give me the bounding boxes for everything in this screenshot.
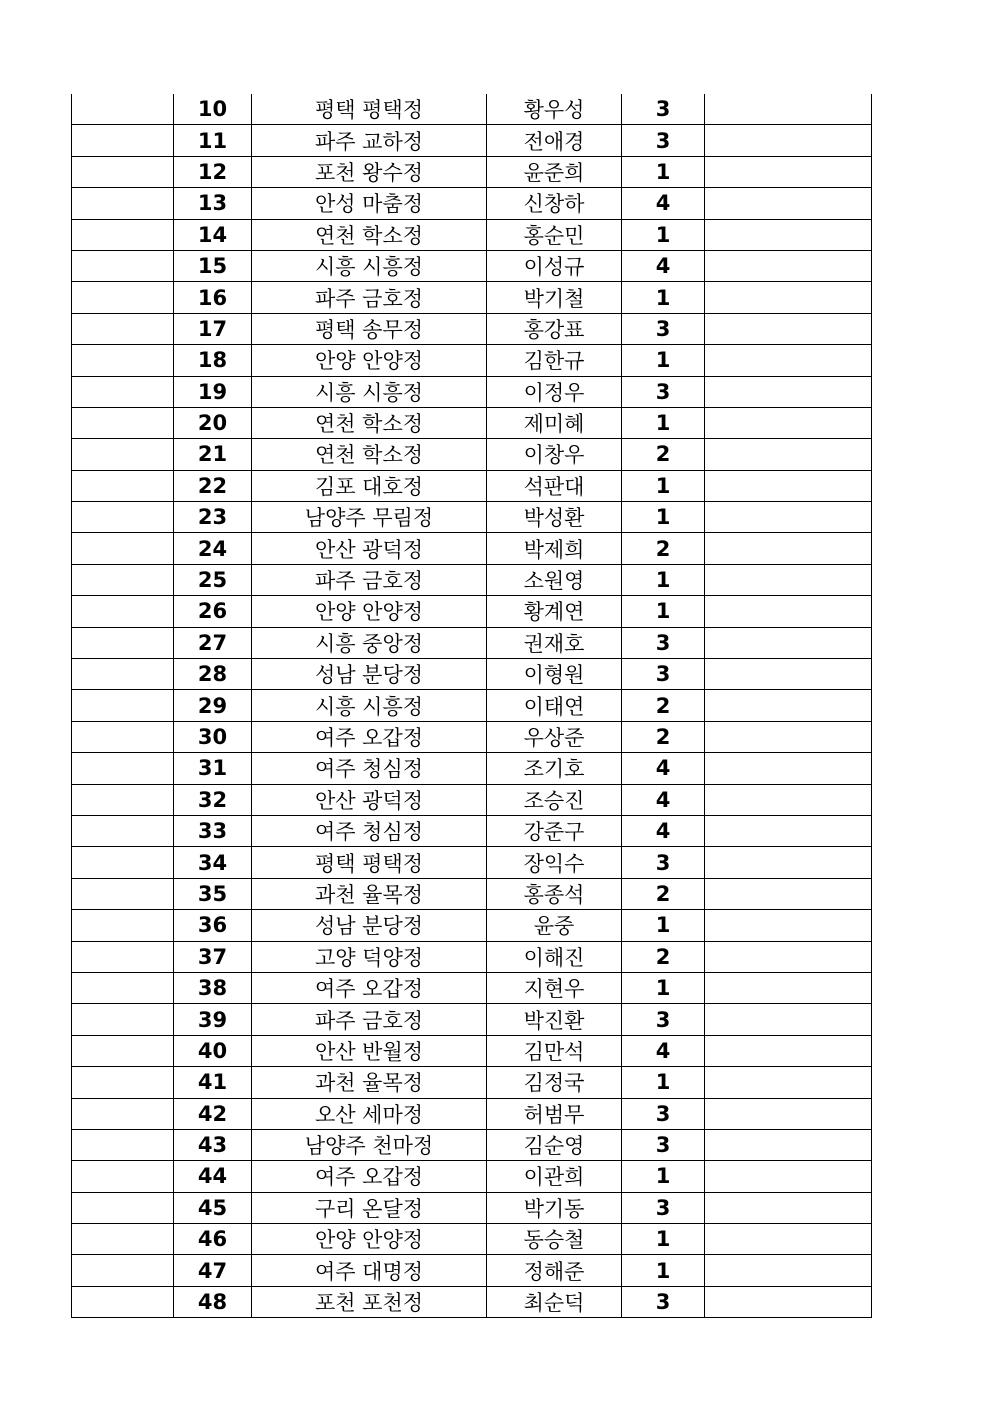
person-name: 이정우	[487, 376, 622, 407]
remarks-cell	[705, 784, 872, 815]
table-row	[72, 219, 872, 250]
score-value: 1	[622, 407, 705, 438]
person-name: 석판대	[487, 470, 622, 501]
table-row	[72, 1286, 872, 1317]
remarks-cell	[705, 1067, 872, 1098]
table-row	[72, 1255, 872, 1286]
person-name: 박성환	[487, 502, 622, 533]
person-name: 김순영	[487, 1129, 622, 1160]
person-name: 동승철	[487, 1224, 622, 1255]
person-name: 소원영	[487, 564, 622, 595]
person-name: 제미혜	[487, 407, 622, 438]
blank-cell	[72, 1286, 174, 1317]
row-number: 18	[174, 345, 252, 376]
score-value: 1	[622, 1224, 705, 1255]
blank-cell	[72, 502, 174, 533]
blank-cell	[72, 125, 174, 156]
remarks-cell	[705, 125, 872, 156]
club-name: 구리 온달정	[252, 1192, 487, 1223]
club-name: 시흥 중앙정	[252, 627, 487, 658]
row-number: 20	[174, 407, 252, 438]
person-name: 김한규	[487, 345, 622, 376]
person-name: 윤준희	[487, 156, 622, 187]
club-name: 여주 오갑정	[252, 1161, 487, 1192]
table-row	[72, 1004, 872, 1035]
club-name: 여주 대명정	[252, 1255, 487, 1286]
table-row	[72, 596, 872, 627]
table-row	[72, 125, 872, 156]
blank-cell	[72, 1035, 174, 1066]
blank-cell	[72, 596, 174, 627]
remarks-cell	[705, 313, 872, 344]
remarks-cell	[705, 282, 872, 313]
remarks-cell	[705, 1129, 872, 1160]
score-value: 4	[622, 784, 705, 815]
club-name: 안산 광덕정	[252, 784, 487, 815]
row-number: 15	[174, 250, 252, 281]
score-value: 1	[622, 1067, 705, 1098]
club-name: 여주 오갑정	[252, 972, 487, 1003]
person-name: 박제희	[487, 533, 622, 564]
club-name: 과천 율목정	[252, 1067, 487, 1098]
club-name: 평택 평택정	[252, 847, 487, 878]
club-name: 성남 분당정	[252, 659, 487, 690]
table-row	[72, 941, 872, 972]
row-number: 30	[174, 721, 252, 752]
blank-cell	[72, 847, 174, 878]
remarks-cell	[705, 533, 872, 564]
person-name: 이해진	[487, 941, 622, 972]
row-number: 14	[174, 219, 252, 250]
score-value: 1	[622, 596, 705, 627]
row-number: 37	[174, 941, 252, 972]
blank-cell	[72, 1129, 174, 1160]
remarks-cell	[705, 470, 872, 501]
blank-cell	[72, 941, 174, 972]
person-name: 정해준	[487, 1255, 622, 1286]
table-row	[72, 721, 872, 752]
score-value: 2	[622, 533, 705, 564]
score-value: 1	[622, 502, 705, 533]
remarks-cell	[705, 219, 872, 250]
score-value: 1	[622, 910, 705, 941]
remarks-cell	[705, 941, 872, 972]
blank-cell	[72, 815, 174, 846]
blank-cell	[72, 753, 174, 784]
score-value: 2	[622, 439, 705, 470]
table-row	[72, 533, 872, 564]
row-number: 38	[174, 972, 252, 1003]
row-number: 11	[174, 125, 252, 156]
score-value: 3	[622, 1098, 705, 1129]
table-row	[72, 470, 872, 501]
remarks-cell	[705, 345, 872, 376]
table-row	[72, 376, 872, 407]
remarks-cell	[705, 1224, 872, 1255]
blank-cell	[72, 1004, 174, 1035]
person-name: 김만석	[487, 1035, 622, 1066]
score-value: 1	[622, 972, 705, 1003]
score-value: 1	[622, 282, 705, 313]
person-name: 최순덕	[487, 1286, 622, 1317]
blank-cell	[72, 313, 174, 344]
club-name: 연천 학소정	[252, 439, 487, 470]
person-name: 이성규	[487, 250, 622, 281]
club-name: 파주 금호정	[252, 564, 487, 595]
table-row	[72, 690, 872, 721]
score-value: 3	[622, 313, 705, 344]
remarks-cell	[705, 407, 872, 438]
person-name: 황우성	[487, 94, 622, 125]
table-row	[72, 753, 872, 784]
person-name: 홍순민	[487, 219, 622, 250]
remarks-cell	[705, 910, 872, 941]
blank-cell	[72, 1192, 174, 1223]
row-number: 44	[174, 1161, 252, 1192]
blank-cell	[72, 94, 174, 125]
table-row	[72, 659, 872, 690]
blank-cell	[72, 1098, 174, 1129]
table-row	[72, 627, 872, 658]
roster-table	[71, 94, 872, 1318]
remarks-cell	[705, 596, 872, 627]
remarks-cell	[705, 847, 872, 878]
score-value: 3	[622, 125, 705, 156]
person-name: 박기동	[487, 1192, 622, 1223]
club-name: 안산 반월정	[252, 1035, 487, 1066]
remarks-cell	[705, 753, 872, 784]
score-value: 2	[622, 721, 705, 752]
club-name: 남양주 무림정	[252, 502, 487, 533]
score-value: 4	[622, 815, 705, 846]
remarks-cell	[705, 659, 872, 690]
table-row	[72, 282, 872, 313]
row-number: 12	[174, 156, 252, 187]
row-number: 39	[174, 1004, 252, 1035]
person-name: 강준구	[487, 815, 622, 846]
score-value: 1	[622, 156, 705, 187]
blank-cell	[72, 1161, 174, 1192]
row-number: 13	[174, 188, 252, 219]
blank-cell	[72, 282, 174, 313]
person-name: 장익수	[487, 847, 622, 878]
row-number: 33	[174, 815, 252, 846]
remarks-cell	[705, 250, 872, 281]
blank-cell	[72, 564, 174, 595]
club-name: 포천 왕수정	[252, 156, 487, 187]
table-row	[72, 188, 872, 219]
club-name: 고양 덕양정	[252, 941, 487, 972]
club-name: 시흥 시흥정	[252, 690, 487, 721]
club-name: 파주 교하정	[252, 125, 487, 156]
club-name: 여주 오갑정	[252, 721, 487, 752]
remarks-cell	[705, 1035, 872, 1066]
table-row	[72, 407, 872, 438]
row-number: 25	[174, 564, 252, 595]
row-number: 28	[174, 659, 252, 690]
table-row	[72, 1067, 872, 1098]
blank-cell	[72, 1067, 174, 1098]
blank-cell	[72, 345, 174, 376]
score-value: 1	[622, 345, 705, 376]
remarks-cell	[705, 1004, 872, 1035]
person-name: 신창하	[487, 188, 622, 219]
table-row	[72, 847, 872, 878]
person-name: 홍종석	[487, 878, 622, 909]
remarks-cell	[705, 721, 872, 752]
table-row	[72, 1224, 872, 1255]
person-name: 김정국	[487, 1067, 622, 1098]
row-number: 48	[174, 1286, 252, 1317]
table-row	[72, 1161, 872, 1192]
remarks-cell	[705, 502, 872, 533]
score-value: 4	[622, 753, 705, 784]
person-name: 박기철	[487, 282, 622, 313]
remarks-cell	[705, 972, 872, 1003]
blank-cell	[72, 1255, 174, 1286]
club-name: 연천 학소정	[252, 219, 487, 250]
blank-cell	[72, 627, 174, 658]
table-row	[72, 1035, 872, 1066]
person-name: 허범무	[487, 1098, 622, 1129]
row-number: 17	[174, 313, 252, 344]
person-name: 이형원	[487, 659, 622, 690]
row-number: 45	[174, 1192, 252, 1223]
row-number: 36	[174, 910, 252, 941]
remarks-cell	[705, 1255, 872, 1286]
score-value: 3	[622, 1129, 705, 1160]
club-name: 파주 금호정	[252, 282, 487, 313]
score-value: 2	[622, 941, 705, 972]
row-number: 31	[174, 753, 252, 784]
person-name: 박진환	[487, 1004, 622, 1035]
table-row	[72, 910, 872, 941]
roster-body	[72, 94, 872, 1318]
score-value: 4	[622, 250, 705, 281]
table-row	[72, 1129, 872, 1160]
blank-cell	[72, 690, 174, 721]
person-name: 조승진	[487, 784, 622, 815]
blank-cell	[72, 439, 174, 470]
club-name: 과천 율목정	[252, 878, 487, 909]
club-name: 안성 마춤정	[252, 188, 487, 219]
blank-cell	[72, 250, 174, 281]
blank-cell	[72, 972, 174, 1003]
score-value: 3	[622, 94, 705, 125]
row-number: 23	[174, 502, 252, 533]
score-value: 3	[622, 1004, 705, 1035]
remarks-cell	[705, 1286, 872, 1317]
score-value: 1	[622, 470, 705, 501]
remarks-cell	[705, 1192, 872, 1223]
row-number: 21	[174, 439, 252, 470]
club-name: 평택 평택정	[252, 94, 487, 125]
blank-cell	[72, 156, 174, 187]
table-row	[72, 345, 872, 376]
club-name: 김포 대호정	[252, 470, 487, 501]
score-value: 3	[622, 1286, 705, 1317]
club-name: 오산 세마정	[252, 1098, 487, 1129]
blank-cell	[72, 533, 174, 564]
score-value: 3	[622, 627, 705, 658]
remarks-cell	[705, 188, 872, 219]
table-row	[72, 439, 872, 470]
row-number: 24	[174, 533, 252, 564]
blank-cell	[72, 376, 174, 407]
score-value: 1	[622, 1255, 705, 1286]
score-value: 2	[622, 878, 705, 909]
row-number: 47	[174, 1255, 252, 1286]
row-number: 46	[174, 1224, 252, 1255]
score-value: 2	[622, 690, 705, 721]
table-row	[72, 784, 872, 815]
club-name: 안양 안양정	[252, 596, 487, 627]
person-name: 조기호	[487, 753, 622, 784]
blank-cell	[72, 659, 174, 690]
blank-cell	[72, 721, 174, 752]
row-number: 26	[174, 596, 252, 627]
row-number: 40	[174, 1035, 252, 1066]
score-value: 3	[622, 376, 705, 407]
blank-cell	[72, 910, 174, 941]
club-name: 파주 금호정	[252, 1004, 487, 1035]
score-value: 1	[622, 1161, 705, 1192]
score-value: 1	[622, 564, 705, 595]
club-name: 여주 청심정	[252, 753, 487, 784]
row-number: 34	[174, 847, 252, 878]
row-number: 16	[174, 282, 252, 313]
remarks-cell	[705, 1161, 872, 1192]
club-name: 평택 송무정	[252, 313, 487, 344]
score-value: 1	[622, 219, 705, 250]
person-name: 이창우	[487, 439, 622, 470]
remarks-cell	[705, 690, 872, 721]
row-number: 22	[174, 470, 252, 501]
score-value: 4	[622, 1035, 705, 1066]
club-name: 안양 안양정	[252, 345, 487, 376]
table-row	[72, 878, 872, 909]
score-value: 3	[622, 1192, 705, 1223]
club-name: 안양 안양정	[252, 1224, 487, 1255]
remarks-cell	[705, 156, 872, 187]
remarks-cell	[705, 376, 872, 407]
remarks-cell	[705, 439, 872, 470]
table-row	[72, 156, 872, 187]
blank-cell	[72, 878, 174, 909]
blank-cell	[72, 1224, 174, 1255]
person-name: 권재호	[487, 627, 622, 658]
club-name: 연천 학소정	[252, 407, 487, 438]
table-row	[72, 972, 872, 1003]
row-number: 42	[174, 1098, 252, 1129]
row-number: 19	[174, 376, 252, 407]
club-name: 여주 청심정	[252, 815, 487, 846]
score-value: 4	[622, 188, 705, 219]
table-row	[72, 815, 872, 846]
remarks-cell	[705, 878, 872, 909]
club-name: 남양주 천마정	[252, 1129, 487, 1160]
blank-cell	[72, 784, 174, 815]
table-row	[72, 94, 872, 125]
person-name: 황계연	[487, 596, 622, 627]
table-row	[72, 1192, 872, 1223]
remarks-cell	[705, 94, 872, 125]
table-row	[72, 502, 872, 533]
person-name: 전애경	[487, 125, 622, 156]
club-name: 포천 포천정	[252, 1286, 487, 1317]
row-number: 10	[174, 94, 252, 125]
blank-cell	[72, 219, 174, 250]
person-name: 지현우	[487, 972, 622, 1003]
person-name: 홍강표	[487, 313, 622, 344]
score-value: 3	[622, 847, 705, 878]
row-number: 41	[174, 1067, 252, 1098]
row-number: 27	[174, 627, 252, 658]
blank-cell	[72, 407, 174, 438]
remarks-cell	[705, 815, 872, 846]
row-number: 35	[174, 878, 252, 909]
club-name: 시흥 시흥정	[252, 376, 487, 407]
person-name: 윤중	[487, 910, 622, 941]
row-number: 29	[174, 690, 252, 721]
table-row	[72, 250, 872, 281]
remarks-cell	[705, 1098, 872, 1129]
table-row	[72, 1098, 872, 1129]
person-name: 우상준	[487, 721, 622, 752]
row-number: 43	[174, 1129, 252, 1160]
person-name: 이태연	[487, 690, 622, 721]
table-row	[72, 313, 872, 344]
table-row	[72, 564, 872, 595]
score-value: 3	[622, 659, 705, 690]
remarks-cell	[705, 627, 872, 658]
blank-cell	[72, 470, 174, 501]
blank-cell	[72, 188, 174, 219]
club-name: 성남 분당정	[252, 910, 487, 941]
club-name: 시흥 시흥정	[252, 250, 487, 281]
row-number: 32	[174, 784, 252, 815]
person-name: 이관희	[487, 1161, 622, 1192]
club-name: 안산 광덕정	[252, 533, 487, 564]
remarks-cell	[705, 564, 872, 595]
